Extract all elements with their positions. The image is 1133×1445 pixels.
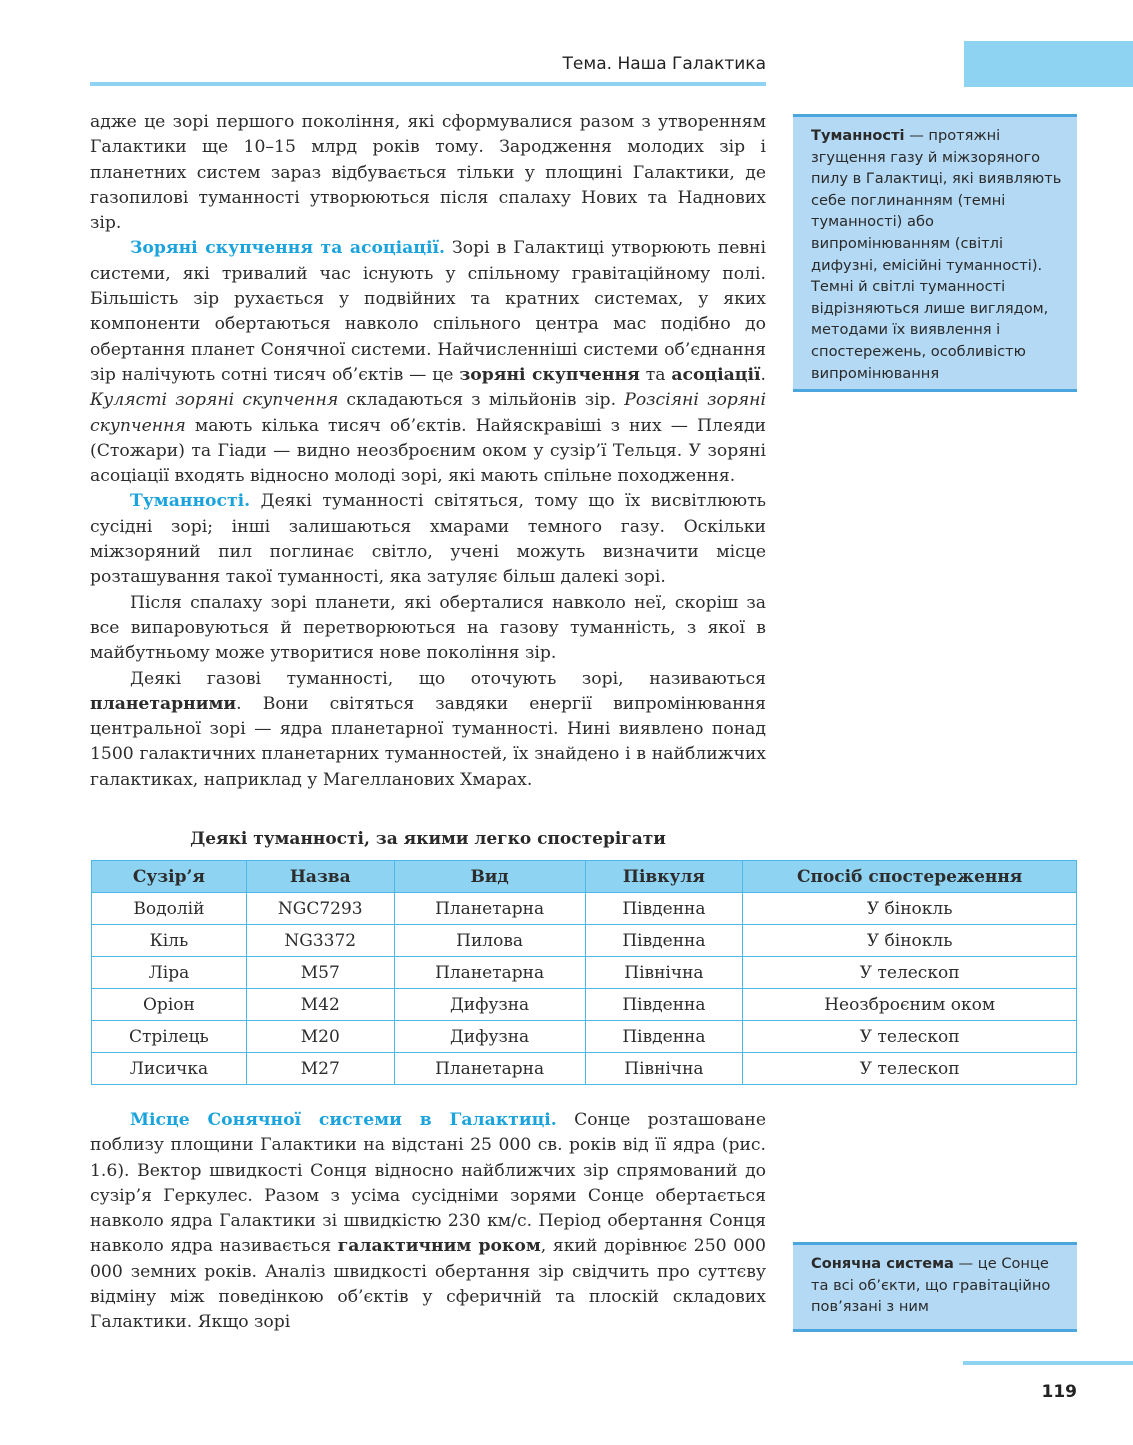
main-text-2	[90, 1108, 766, 1336]
column-header: Вид	[394, 861, 585, 893]
paragraph-planetary: Деякі газові туманності, що оточують зорі, називаються планетарними. Вони світяться завдяки енергії випромінювання центральної зорі — ядра планетарної туманності. Нині виявлено понад 1500 галактичних планетарних туманностей, їх знайдено і в найближчих галактиках, наприклад у Магелланових Хмарах.	[90, 668, 766, 790]
term-open-clusters: Розсіяні зоряні скупчення	[90, 390, 766, 436]
table-cell: M27	[246, 1053, 394, 1085]
main-text	[90, 110, 766, 793]
table-cell: Південна	[585, 925, 743, 957]
table-cell: Північна	[585, 957, 743, 989]
paragraph-planets: Після спалаху зорі планети, які оберталися навколо неї, скоріш за все випаровуються й перетворюються на газову туманність, з якої в майбутньому може утворитися нове покоління зір.	[90, 592, 766, 664]
paragraph-nebulae: Туманності. Деякі туманності світяться, тому що їх висвітлюють сусідні зорі; інші залишаються хмарами темного газу. Оскільки міжзоряний пил поглинає світло, учені можуть визначити місце розташування такої туманності, яка затуляє більш далекі зорі.	[90, 491, 766, 588]
page-header-title: Тема. Наша Галактика	[562, 54, 766, 74]
table-cell: У бінокль	[743, 925, 1077, 957]
table-cell: Планетарна	[394, 1053, 585, 1085]
column-header: Півкуля	[585, 861, 743, 893]
table-cell: У бінокль	[743, 893, 1077, 925]
table-cell: Лисичка	[92, 1053, 247, 1085]
table-row	[92, 989, 1077, 1021]
table-cell: Оріон	[92, 989, 247, 1021]
definition-box-nebulae	[793, 114, 1077, 392]
table-cell: Стрілець	[92, 1021, 247, 1053]
section-heading-solar-position: Місце Сонячної системи в Галактиці.	[130, 1110, 557, 1130]
table-cell: Пилова	[394, 925, 585, 957]
page-number: 119	[1041, 1382, 1077, 1402]
table-cell: Північна	[585, 1053, 743, 1085]
table-cell: У телескоп	[743, 1053, 1077, 1085]
table-row	[92, 1053, 1077, 1085]
table-cell: Неозброєним оком	[743, 989, 1077, 1021]
table-cell: Кіль	[92, 925, 247, 957]
table-cell: Планетарна	[394, 957, 585, 989]
definition-term: Туманності	[811, 127, 905, 144]
term-galactic-year: галактичним роком	[337, 1236, 541, 1257]
table-cell: NGC7293	[246, 893, 394, 925]
table-cell: У телескоп	[743, 1021, 1077, 1053]
term-planetary: планетарними	[90, 693, 237, 714]
header-rule	[90, 82, 766, 86]
table-cell: M57	[246, 957, 394, 989]
table-cell: Планетарна	[394, 893, 585, 925]
table-row	[92, 957, 1077, 989]
paragraph-intro: адже це зорі першого покоління, які сформувалися разом з утворенням Галактики ще 10–15 млрд років тому. Зародження молодих зір і планетних систем зараз відбувається тільки у площині Галактики, де газопилові туманності утворюються після спалаху Нових та Наднових зір.	[90, 112, 766, 234]
section-heading-clusters: Зоряні скупчення та асоціації.	[130, 238, 446, 259]
table-cell: M20	[246, 1021, 394, 1053]
table-cell: У телескоп	[743, 957, 1077, 989]
table-cell: Південна	[585, 1021, 743, 1053]
term-star-clusters: зоряні скупчення	[459, 364, 640, 385]
table-cell: Південна	[585, 989, 743, 1021]
table-header-row	[92, 861, 1077, 893]
table-cell: Ліра	[92, 957, 247, 989]
table-cell: Дифузна	[394, 1021, 585, 1053]
column-header: Спосіб спостереження	[743, 861, 1077, 893]
table-row	[92, 925, 1077, 957]
table-cell: Південна	[585, 893, 743, 925]
definition-text: — це Сонце та всі об’єкти, що гравітаційно пов’язані з ним	[811, 1255, 1051, 1316]
term-globular-clusters: Кулясті зоряні скупчення	[90, 390, 339, 411]
table-cell: M42	[246, 989, 394, 1021]
header-color-block	[964, 41, 1133, 87]
table-row	[92, 1021, 1077, 1053]
table-caption: Деякі туманності, за якими легко спостерігати	[190, 829, 666, 849]
paragraph-clusters: Зоряні скупчення та асоціації. Зорі в Галактиці утворюють певні системи, які тривалий час існують у спільному гравітаційному полі. Більшість зір рухається у подвійних та кратних системах, у яких компоненти обертаються навколо спільного центра мас подібно до обертання планет Сонячної системи. Найчисленніші системи об’єднання зір налічують сотні тисяч об’єктів — це зоряні скупчення та асоціації. Кулясті зоряні скупчення складаються з мільйонів зір. Розсіяні зоряні скупчення мають кілька тисяч об’єктів. Найяскравіші з них — Плеяди (Стожари) та Гіади — видно неозброєним оком у сузір’ї Тельця. У зоряні асоціації входять відносно молоді зорі, які мають спільне походження.	[90, 238, 767, 487]
table-row	[92, 893, 1077, 925]
definition-box-solar-system	[793, 1242, 1077, 1332]
column-header: Назва	[246, 861, 394, 893]
column-header: Сузір’я	[92, 861, 247, 893]
table-cell: Водолій	[92, 893, 247, 925]
section-heading-nebulae: Туманності.	[130, 491, 251, 512]
definition-term: Сонячна система	[811, 1255, 954, 1272]
term-associations: асоціації	[671, 364, 761, 385]
nebulae-table	[91, 860, 1077, 1085]
table-cell: NG3372	[246, 925, 394, 957]
definition-text: — протяжні згущення газу й міжзоряного пилу в Галактиці, які виявляють себе поглинанням (темні туманності) або випромінюванням (світлі дифузні, емісійні туманності). Темні й світлі туманності відрізняються лише виглядом, методами їх виявлення і спостережень, особливістю випромінювання	[811, 127, 1062, 382]
footer-rule	[963, 1361, 1133, 1365]
table-cell: Дифузна	[394, 989, 585, 1021]
paragraph-solar-position: Місце Сонячної системи в Галактиці. Сонце розташоване поблизу площини Галактики на відстані 25 000 св. років від її ядра (рис. 1.6). Вектор швидкості Сонця відносно найближчих зір спрямований до сузір’я Геркулес. Разом з усіма сусідніми зорями Сонце обертається навколо ядра Галактики зі швидкістю 230 км/с. Період обертання Сонця навколо ядра називається галактичним роком, який дорівнює 250 000 000 земних років. Аналіз швидкості обертання зір свідчить про суттєву відміну між поведінкою об’єктів у сферичній та плоскій складових Галактики. Якщо зорі	[90, 1110, 766, 1333]
